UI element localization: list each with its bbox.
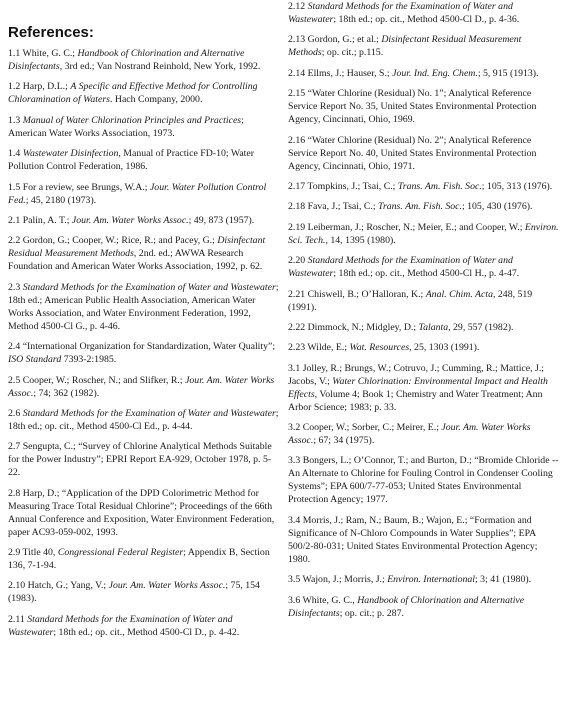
reference-text: ; 18th ed.; American Public Health Association, American Water Works Association, and Water Environment Federation, 1992, Method 4500-Cl G., p. 4-46. <box>8 281 279 332</box>
reference-2-8 <box>8 487 280 539</box>
reference-3-3 <box>288 454 560 506</box>
reference-text: 2.19 Leiberman, J.; Roscher, N.; Meier, E.; and Cooper, W.; <box>288 221 525 233</box>
reference-title: Jour. Am. Water Works Assoc. <box>71 214 189 226</box>
reference-title: Wastewater Disinfection <box>22 148 119 160</box>
reference-text: 2.17 Tompkins, J.; Tsai, C.; <box>288 180 398 192</box>
reference-title: Environ. International <box>387 574 475 586</box>
reference-text: 2.14 Ellms, J.; Hauser, S.; <box>288 67 393 79</box>
reference-3-1 <box>288 362 560 414</box>
reference-title: Jour. Ind. Eng. Chem. <box>392 67 478 79</box>
reference-1-2 <box>8 80 280 106</box>
reference-2-1 <box>8 214 280 227</box>
reference-1-3 <box>8 114 280 140</box>
references-heading: References: <box>8 24 94 41</box>
reference-title: Congressional Federal Register <box>57 547 184 559</box>
reference-2-21 <box>288 288 560 314</box>
reference-text: ; American Water Works Association, 1973. <box>8 114 244 139</box>
reference-title: Disinfectant Residual Measurement Methods <box>8 235 266 260</box>
reference-title: Environ. Sci. Tech. <box>288 221 559 246</box>
reference-text: 2.4 “International Organization for Standardization, Water Quality”; <box>8 341 276 353</box>
reference-2-15 <box>288 87 560 126</box>
reference-2-3 <box>8 281 280 333</box>
reference-text: 2.6 <box>8 407 23 419</box>
reference-text: 2.15 “Water Chlorine (Residual) No. 1”; Analytical Reference Service Report No. 35, United States Environmental Protection Agency, Cincinnati, Ohio, 1969. <box>288 88 537 126</box>
reference-text: . Hach Company, 2000. <box>109 94 203 106</box>
reference-text: 2.8 Harp, D.; “Application of the DPD Colorimetric Method for Measuring Trace Total Residual Chlorine”; Proceedings of the 66th Annual Conference and Exposition, Water Environment Federation, paper AC93-059-002, 1993. <box>8 487 275 538</box>
right-reference-list <box>288 0 560 620</box>
reference-title: Manual of Water Chlorination Principles and Practices <box>22 114 242 126</box>
reference-2-13 <box>288 33 560 59</box>
reference-title: Jour. Water Pollution Control Fed. <box>8 181 267 206</box>
reference-2-11 <box>8 613 280 639</box>
reference-text: 1.4 <box>8 148 23 160</box>
reference-text: , 29, 557 (1982). <box>448 321 514 333</box>
reference-text: ; 5, 915 (1913). <box>477 67 539 79</box>
reference-text: 2.11 <box>8 613 28 625</box>
reference-2-6 <box>8 407 280 433</box>
reference-text: 2.23 Wilde, E.; <box>288 342 350 354</box>
reference-text: 1.3 <box>8 114 23 126</box>
reference-text: 2.1 Palin, A. T.; <box>8 214 72 226</box>
reference-title: Jour. Am. Water Works Assoc. <box>108 580 226 592</box>
reference-3-2 <box>288 421 560 447</box>
reference-text: ; op. cit.; p. 287. <box>339 607 404 619</box>
reference-text: , Manual of Practice FD-10; Water Pollution Control Federation, 1986. <box>8 148 255 173</box>
reference-text: 2.9 Title 40, <box>8 547 58 559</box>
reference-text: ; 18th ed.; op. cit., Method 4500-Cl D., p. 4-42. <box>53 626 240 638</box>
reference-2-9 <box>8 546 280 572</box>
reference-2-16 <box>288 134 560 173</box>
reference-title: Jour. Am. Water Works Assoc. <box>8 374 275 399</box>
reference-title: Water Chlorination: Environmental Impact and Health Effects <box>288 375 548 400</box>
reference-2-10 <box>8 579 280 605</box>
reference-title: Standard Methods for the Examination of Water and Wastewater <box>8 613 233 638</box>
reference-text: ; 105, 313 (1976). <box>481 180 553 192</box>
reference-text: ; 74; 362 (1982). <box>33 387 100 399</box>
reference-1-1 <box>8 47 280 73</box>
reference-text: 3.1 Jolley, R.; Brungs, W.; Cotruvo, J.; Cumming, R.; Mattice, J.; Jacobs, V.; <box>288 362 545 387</box>
right-column <box>288 0 560 627</box>
reference-title: Jour. Am. Water Works Assoc. <box>288 422 531 447</box>
reference-title: A Specific and Effective Method for Controlling Chloramination of Waters <box>8 81 258 106</box>
reference-text: 2.13 Gordon, G.; et al.; <box>288 34 382 46</box>
reference-title: Standard Methods for the Examination of Water and Wastewater <box>288 255 513 280</box>
reference-2-2 <box>8 234 280 273</box>
reference-text: 2.3 <box>8 281 23 293</box>
reference-text: 1.5 For a review, see Brungs, W.A.; <box>8 181 150 193</box>
reference-3-6 <box>288 594 560 620</box>
left-reference-list <box>8 47 280 639</box>
reference-text: 3.5 Wajon, J.; Morris, J.; <box>288 574 388 586</box>
reference-text: 2.2 Gordon, G.; Cooper, W.; Rice, R.; and Pacey, G.; <box>8 235 218 247</box>
reference-text: ; Appendix B, Section 136, 7-1-94. <box>8 547 270 572</box>
reference-text: 2.21 Chiswell, B.; O’Halloran, K.; <box>288 288 426 300</box>
reference-title: Disinfectant Residual Measurement Methods <box>288 34 522 59</box>
reference-title: ISO Standard <box>8 354 62 366</box>
reference-text: ; 67; 34 (1975). <box>313 435 375 447</box>
reference-text: , 248, 519 (1991). <box>288 288 533 313</box>
reference-text: ; 75, 154 (1983). <box>8 580 260 605</box>
reference-2-4 <box>8 340 280 366</box>
reference-text: , 14, 1395 (1980). <box>325 234 396 246</box>
reference-text: 3.4 Morris, J.; Ram, N.; Baum, B.; Wajon, E.; “Formation and Significance of N-Chloro Compounds in Water Supplies”; EPA 500/2-80-031; United States Environmental Protection Agency; 1980. <box>288 514 538 565</box>
reference-text: 2.10 Hatch, G.; Yang, V.; <box>8 580 109 592</box>
reference-title: Standard Methods for the Examination of Water and Wastewater <box>288 1 513 25</box>
reference-title: Handbook of Chlorination and Alternative Disinfectants <box>288 594 525 619</box>
reference-text: 2.5 Cooper, W.; Roscher, N.; and Slifker, R.; <box>8 374 186 386</box>
reference-text: 2.20 <box>288 255 308 267</box>
reference-text: 1.2 Harp, D.L.; <box>8 81 71 93</box>
reference-2-22 <box>288 321 560 334</box>
reference-title: Trans. Am. Fish. Soc. <box>397 180 482 192</box>
reference-title: Standard Methods for the Examination of Water and Wastewater <box>22 407 276 419</box>
reference-1-5 <box>8 181 280 207</box>
reference-title: Handbook of Chlorination and Alternative Disinfectants <box>8 48 245 72</box>
reference-2-7 <box>8 440 280 479</box>
reference-2-14 <box>288 67 560 80</box>
reference-text: 2.7 Sengupta, C.; “Survey of Chlorine Analytical Methods Suitable for the Power Industry”; EPRI Report EA-929, October 1978, p. 5-22. <box>8 441 272 479</box>
reference-3-4 <box>288 514 560 566</box>
reference-2-18 <box>288 200 560 213</box>
reference-2-12 <box>288 0 560 26</box>
reference-text: 3.2 Cooper, W.; Sorber, C.; Meirer, E.; <box>288 422 442 434</box>
reference-2-20 <box>288 254 560 280</box>
reference-text: 2.18 Fava, J.; Tsai, C.; <box>288 201 379 213</box>
reference-text: 2.22 Dimmock, N.; Midgley, D.; <box>288 321 419 333</box>
reference-3-5 <box>288 573 560 586</box>
reference-text: ; 49, 873 (1957). <box>188 214 255 226</box>
reference-title: Talanta <box>418 321 449 333</box>
reference-2-5 <box>8 374 280 400</box>
reference-2-23 <box>288 341 560 354</box>
reference-1-4 <box>8 147 280 173</box>
reference-title: Trans. Am. Fish. Soc. <box>378 201 462 213</box>
reference-text: , 2nd. ed.; AWWA Research Foundation and American Water Works Association, 1992, p. 62. <box>8 248 263 273</box>
reference-text: 2.12 <box>288 1 308 12</box>
reference-text: 2.16 “Water Chlorine (Residual) No. 2”; Analytical Reference Service Report No. 40, United States Environmental Protection Agency, Cincinnati, Ohio, 1971. <box>288 134 537 172</box>
reference-text: ; 105, 430 (1976). <box>461 201 533 213</box>
reference-text: , 25, 1303 (1991). <box>409 342 480 354</box>
reference-2-19 <box>288 221 560 247</box>
reference-text: ; 45, 2180 (1973). <box>25 194 97 206</box>
reference-2-17 <box>288 180 560 193</box>
reference-title: Wat. Resources <box>349 342 410 354</box>
reference-text: ; 18th ed.; op. cit., Method 4500-Cl D., p. 4-36. <box>333 14 520 25</box>
reference-text: 1.1 White, G. C.; <box>8 48 78 59</box>
reference-text: , Volume 4; Book 1; Chemistry and Water Treatment; Ann Arbor Science; 1983; p. 33. <box>288 388 543 413</box>
reference-text: , 3rd ed.; Van Nostrand Reinhold, New York, 1992. <box>59 61 261 72</box>
reference-text: 7393-2:1985. <box>61 354 117 366</box>
reference-text: 3.6 White, G. C., <box>288 594 358 606</box>
left-column <box>8 0 280 646</box>
reference-text: ; 18th ed.; op. cit., Method 4500-Cl H., p. 4-47. <box>333 268 520 280</box>
reference-title: Anal. Chim. Acta <box>425 288 493 300</box>
reference-text: ; 3; 41 (1980). <box>475 574 532 586</box>
reference-text: ; op. cit.; p.115. <box>321 47 384 59</box>
reference-text: 3.3 Bongers, L.; O’Connor, T.; and Burton, D.; “Bromide Chloride -- An Alternate to Chlorine for Fouling Control in Condenser Cooling Systems”; EPA 600/7-77-053; United States Environmental Protection Agency; 1977. <box>288 455 559 506</box>
reference-text: ; 18th ed.; op. cit., Method 4500-Cl Ed., p. 4-44. <box>8 407 279 432</box>
reference-title: Standard Methods for the Examination of Water and Wastewater <box>22 281 276 293</box>
